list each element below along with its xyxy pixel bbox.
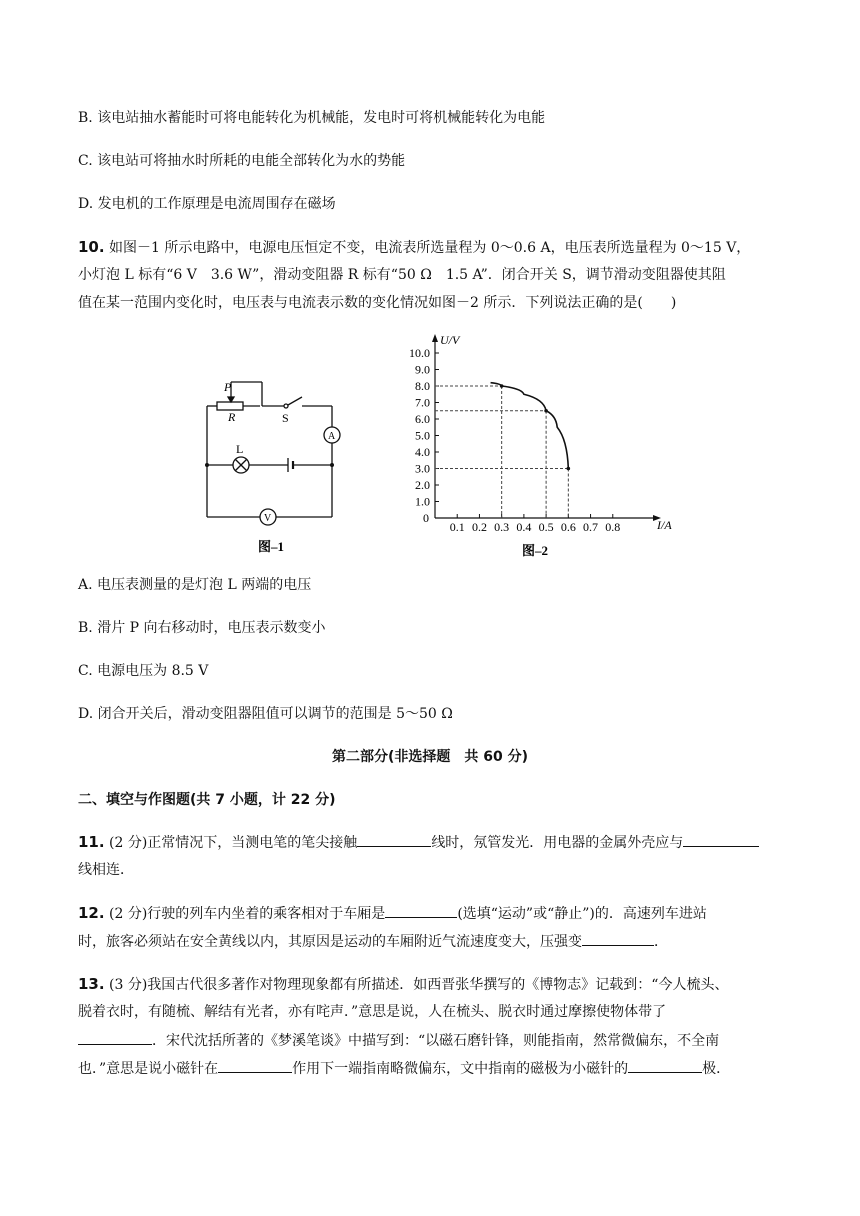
q13-text: (3 分)我国古代很多著作对物理现象都有所描述．如西晋张华撰写的《博物志》记载到：“今人梳头、 <box>104 977 729 993</box>
q12-text: (选填“运动”或“静止”)的．高速列车进站 <box>457 906 707 922</box>
label-v: V <box>264 513 272 524</box>
label-p: P <box>224 380 232 394</box>
data-point <box>544 409 548 413</box>
q11-line1 <box>78 832 759 853</box>
q11-text: 线时，氖管发光．用电器的金属外壳应与 <box>431 835 684 851</box>
q10-option-b: B. 滑片 P 向右移动时，电压表示数变小 <box>78 620 326 636</box>
switch-contact <box>284 404 288 408</box>
y-tick-label: 10.0 <box>409 346 430 360</box>
x-tick-label: 0.8 <box>605 520 621 534</box>
answer-blank[interactable] <box>357 832 431 847</box>
y-tick-label: 4.0 <box>415 445 430 459</box>
y-axis-arrow <box>432 334 438 342</box>
origin-label: 0 <box>423 511 429 525</box>
q9-option-d: D. 发电机的工作原理是电流周围存在磁场 <box>78 196 336 212</box>
q12-line2 <box>78 931 668 952</box>
u-i-chart <box>390 330 680 560</box>
q12-text: (2 分)行驶的列车内坐着的乘客相对于车厢是 <box>104 906 386 922</box>
q13-text: ．宋代沈括所著的《梦溪笔谈》中描写到：“以磁石磨针锋，则能指南，然常微偏东，不全南 <box>152 1033 720 1049</box>
q10-stem-line1 <box>78 237 750 258</box>
label-r: R <box>228 410 236 424</box>
q12-line1 <box>78 903 707 924</box>
q12-text: ． <box>654 934 668 950</box>
junction-dot <box>205 463 209 467</box>
y-tick-label: 9.0 <box>415 362 430 377</box>
q13-line2: 脱着衣时，有随梳、解结有光者，亦有咤声．”意思是说，人在梳头、脱衣时通过摩擦使物体带了 <box>78 1004 667 1020</box>
q13-line3 <box>78 1030 719 1051</box>
answer-blank[interactable] <box>385 903 457 918</box>
x-tick-label: 0.4 <box>516 520 532 534</box>
answer-blank[interactable] <box>628 1058 702 1073</box>
data-point <box>500 384 504 388</box>
x-tick-label: 0.2 <box>471 520 487 534</box>
y-tick-label: 7.0 <box>415 395 430 410</box>
q10-stem-line2: 小灯泡 L 标有“6 V 3.6 W”，滑动变阻器 R 标有“50 Ω 1.5 A”．闭合开关 S，调节滑动变阻器使其阻 <box>78 267 726 283</box>
question-number: 11. <box>78 833 105 851</box>
q10-stem-line3: 值在某一范围内变化时，电压表与电流表示数的变化情况如图－2 所示．下列说法正确的是( ) <box>78 295 677 311</box>
q10-text: 如图－1 所示电路中，电源电压恒定不变，电流表所选量程为 0～0.6 A，电压表所选量程为 0～15 V， <box>104 240 751 256</box>
switch-blade <box>288 397 302 405</box>
answer-blank[interactable] <box>218 1058 292 1073</box>
u-i-curve <box>491 383 569 469</box>
q10-option-c: C. 电源电压为 8.5 V <box>78 663 209 679</box>
q11-text: (2 分)正常情况下，当测电笔的笔尖接触 <box>104 835 358 851</box>
question-number: 12. <box>78 904 105 922</box>
y-tick-label: 6.0 <box>415 412 430 426</box>
q13-text: 极． <box>702 1061 731 1077</box>
q9-option-c: C. 该电站可将抽水时所耗的电能全部转化为水的势能 <box>78 153 406 169</box>
part2-heading: 第二部分(非选择题 共 60 分) <box>331 749 529 765</box>
label-s: S <box>282 411 289 425</box>
junction-dot <box>330 463 334 467</box>
x-tick-label: 0.6 <box>560 520 576 534</box>
q11-line2: 线相连． <box>78 862 134 878</box>
q13-text: 也．”意思是说小磁针在 <box>78 1061 219 1077</box>
x-tick-label: 0.7 <box>583 520 599 534</box>
x-tick-label: 0.3 <box>494 520 510 534</box>
y-tick-label: 2.0 <box>415 478 430 492</box>
slider-arrowhead <box>228 397 234 402</box>
answer-blank[interactable] <box>582 931 654 946</box>
q10-option-a: A. 电压表测量的是灯泡 L 两端的电压 <box>78 577 312 593</box>
label-a: A <box>328 431 336 442</box>
question-number: 13. <box>78 975 105 993</box>
q10-option-d: D. 闭合开关后，滑动变阻器阻值可以调节的范围是 5～50 Ω <box>78 706 453 722</box>
section-heading: 二、填空与作图题(共 7 小题，计 22 分) <box>78 792 336 808</box>
rheostat <box>217 402 243 410</box>
y-tick-label: 1.0 <box>415 494 430 509</box>
q13-text: 作用下一端指南略微偏东，文中指南的磁极为小磁针的 <box>292 1061 629 1077</box>
y-tick-label: 8.0 <box>415 379 430 393</box>
answer-blank[interactable] <box>78 1030 152 1045</box>
figure1-caption: 图–1 <box>258 539 285 554</box>
x-tick-label: 0.1 <box>449 520 465 534</box>
y-tick-label: 5.0 <box>415 428 430 443</box>
figure2-caption: 图–2 <box>521 543 549 558</box>
question-number: 10. <box>78 238 105 256</box>
label-l: L <box>236 442 244 456</box>
circuit-diagram <box>190 370 360 560</box>
q12-text: 时，旅客必须站在安全黄线以内，其原因是运动的车厢附近气流速度变大，压强变 <box>78 934 582 950</box>
q9-option-b: B. 该电站抽水蓄能时可将电能转化为机械能，发电时可将机械能转化为电能 <box>78 110 546 126</box>
answer-blank[interactable] <box>683 832 759 847</box>
q13-line1 <box>78 974 728 995</box>
data-point <box>567 467 571 471</box>
y-axis-label: U/V <box>440 333 460 347</box>
x-tick-label: 0.5 <box>538 520 554 534</box>
q13-line4 <box>78 1058 730 1079</box>
x-axis-label: I/A <box>657 518 672 532</box>
y-tick-label: 3.0 <box>415 461 430 476</box>
